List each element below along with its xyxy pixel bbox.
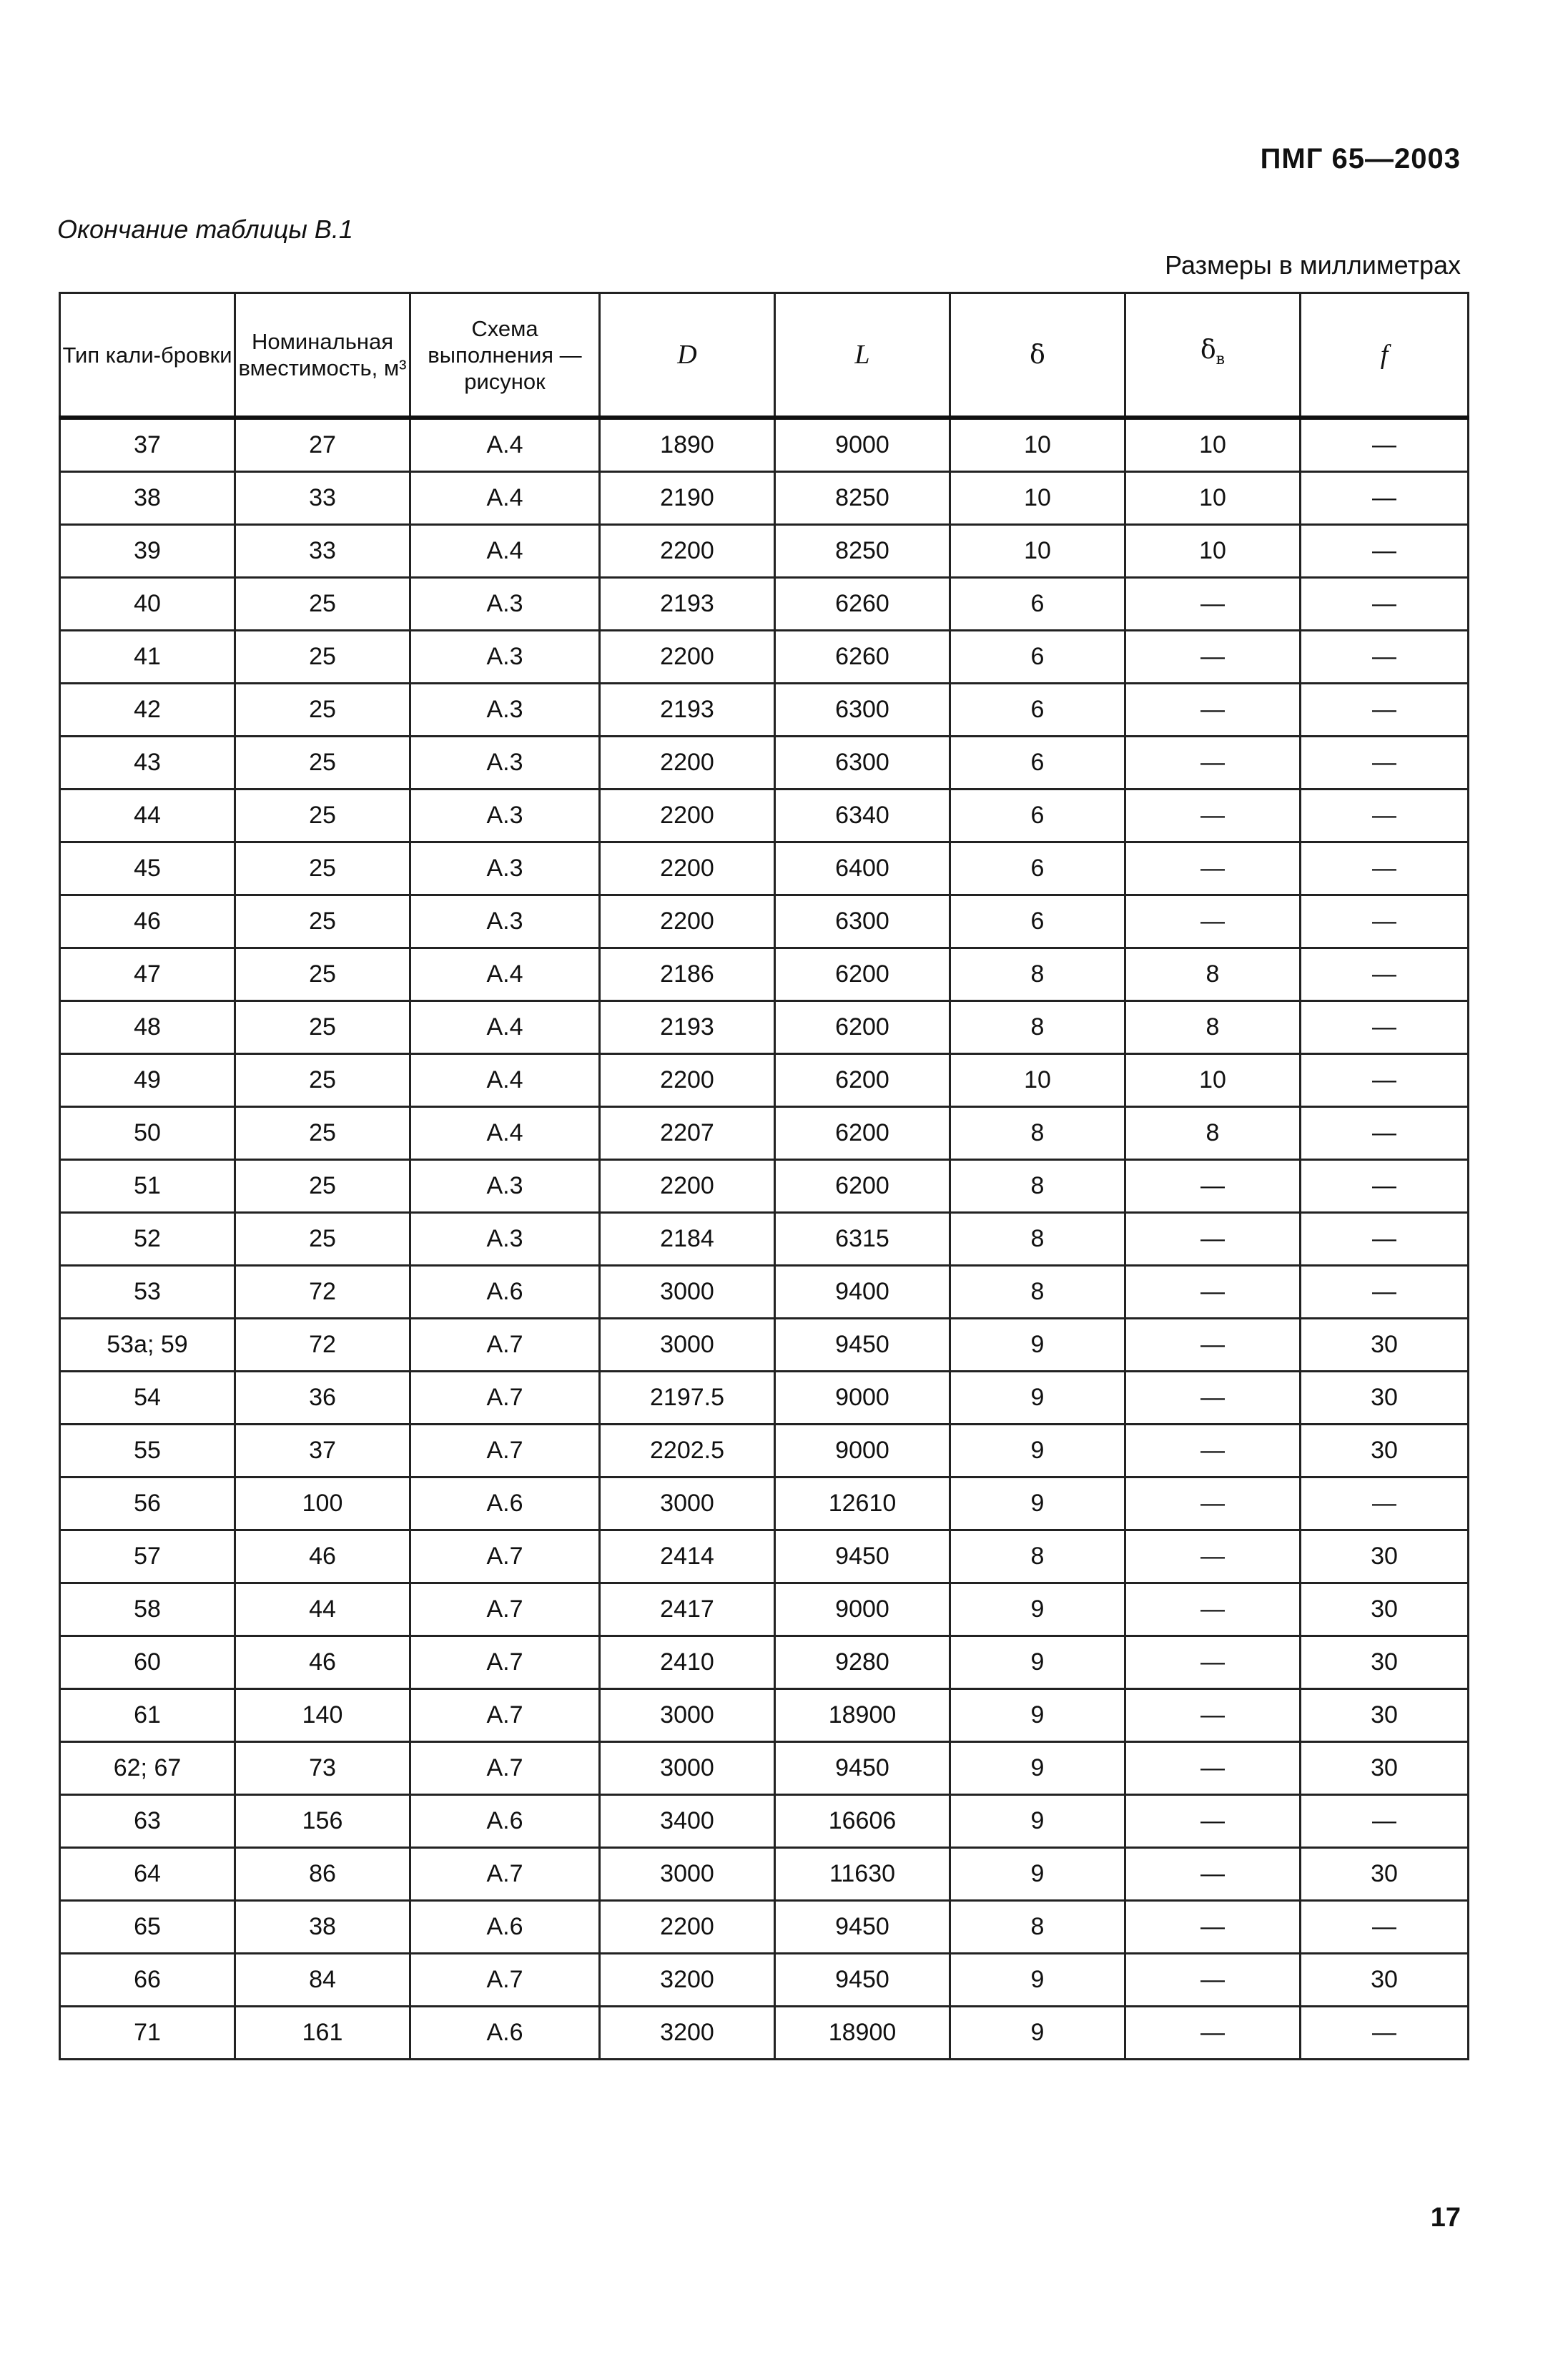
table-cell: 12610 bbox=[775, 1477, 950, 1530]
table-cell: 2202.5 bbox=[600, 1425, 775, 1477]
table-cell: 9450 bbox=[775, 1901, 950, 1954]
table-cell: — bbox=[1125, 1795, 1301, 1848]
table-cell: — bbox=[1301, 1266, 1469, 1319]
table-cell: 25 bbox=[235, 578, 410, 631]
table-cell: 37 bbox=[235, 1425, 410, 1477]
table-cell: 30 bbox=[1301, 1583, 1469, 1636]
table-cell: — bbox=[1125, 1213, 1301, 1266]
table-cell: 9000 bbox=[775, 1425, 950, 1477]
table-row bbox=[60, 842, 1469, 895]
table-cell: А.7 bbox=[410, 1954, 600, 2007]
table-cell: 2410 bbox=[600, 1636, 775, 1689]
table-cell: 86 bbox=[235, 1848, 410, 1901]
table-row bbox=[60, 895, 1469, 948]
table-cell: 2193 bbox=[600, 1001, 775, 1054]
table-cell: 9 bbox=[950, 1425, 1125, 1477]
table-cell: 3000 bbox=[600, 1266, 775, 1319]
table-cell: 6260 bbox=[775, 631, 950, 684]
table-cell: 25 bbox=[235, 684, 410, 737]
table-cell: 30 bbox=[1301, 1848, 1469, 1901]
table-cell: А.3 bbox=[410, 631, 600, 684]
table-cell: 9 bbox=[950, 2007, 1125, 2060]
table-cell: 46 bbox=[60, 895, 235, 948]
table-cell: 51 bbox=[60, 1160, 235, 1213]
table-cell: 3000 bbox=[600, 1689, 775, 1742]
table-cell: — bbox=[1125, 631, 1301, 684]
table-row bbox=[60, 1425, 1469, 1477]
table-cell: 8 bbox=[950, 948, 1125, 1001]
table-cell: 9 bbox=[950, 1636, 1125, 1689]
header-delta: δ bbox=[950, 293, 1125, 418]
table-cell: — bbox=[1301, 948, 1469, 1001]
table-cell: — bbox=[1301, 842, 1469, 895]
table-cell: — bbox=[1125, 578, 1301, 631]
table-cell: 9 bbox=[950, 1477, 1125, 1530]
table-cell: — bbox=[1125, 737, 1301, 790]
table-cell: — bbox=[1301, 1901, 1469, 1954]
table-cell: 2193 bbox=[600, 684, 775, 737]
table-cell: 8 bbox=[950, 1001, 1125, 1054]
table-cell: 25 bbox=[235, 1001, 410, 1054]
units-note: Размеры в миллиметрах bbox=[1165, 250, 1461, 280]
table-cell: — bbox=[1125, 1954, 1301, 2007]
table-cell: 9 bbox=[950, 1742, 1125, 1795]
table-cell: А.4 bbox=[410, 418, 600, 472]
table-cell: 39 bbox=[60, 525, 235, 578]
table-cell: — bbox=[1301, 1160, 1469, 1213]
table-cell: 41 bbox=[60, 631, 235, 684]
table-cell: 2200 bbox=[600, 895, 775, 948]
table-cell: А.7 bbox=[410, 1848, 600, 1901]
table-cell: 10 bbox=[950, 472, 1125, 525]
table-cell: 2417 bbox=[600, 1583, 775, 1636]
table-cell: 61 bbox=[60, 1689, 235, 1742]
table-cell: — bbox=[1125, 1372, 1301, 1425]
table-row bbox=[60, 1319, 1469, 1372]
table-cell: 10 bbox=[1125, 418, 1301, 472]
table-cell: 30 bbox=[1301, 1425, 1469, 1477]
table-cell: 156 bbox=[235, 1795, 410, 1848]
table-cell: 6 bbox=[950, 895, 1125, 948]
document-code: ПМГ 65—2003 bbox=[1260, 143, 1461, 174]
table-cell: 53 bbox=[60, 1266, 235, 1319]
table-row bbox=[60, 684, 1469, 737]
table-row bbox=[60, 418, 1469, 472]
table-cell: 84 bbox=[235, 1954, 410, 2007]
table-cell: — bbox=[1125, 684, 1301, 737]
table-cell: 2207 bbox=[600, 1107, 775, 1160]
table-row bbox=[60, 1848, 1469, 1901]
table-cell: 6200 bbox=[775, 1054, 950, 1107]
table-cell: 6 bbox=[950, 578, 1125, 631]
table-cell: 140 bbox=[235, 1689, 410, 1742]
table-cell: А.3 bbox=[410, 1213, 600, 1266]
table-row bbox=[60, 525, 1469, 578]
table-cell: 30 bbox=[1301, 1530, 1469, 1583]
table-cell: 2190 bbox=[600, 472, 775, 525]
header-diameter: D bbox=[600, 293, 775, 418]
table-cell: А.3 bbox=[410, 895, 600, 948]
table-cell: 30 bbox=[1301, 1689, 1469, 1742]
table-cell: 9 bbox=[950, 1319, 1125, 1372]
table-cell: 37 bbox=[60, 418, 235, 472]
table-cell: 100 bbox=[235, 1477, 410, 1530]
table-cell: 6200 bbox=[775, 1107, 950, 1160]
table-cell: 48 bbox=[60, 1001, 235, 1054]
table-cell: 2200 bbox=[600, 790, 775, 842]
table-cell: 6 bbox=[950, 684, 1125, 737]
table-row bbox=[60, 1372, 1469, 1425]
table-cell: 66 bbox=[60, 1954, 235, 2007]
table-row bbox=[60, 1477, 1469, 1530]
table-cell: 9 bbox=[950, 1583, 1125, 1636]
table-cell: 6200 bbox=[775, 948, 950, 1001]
table-cell: А.6 bbox=[410, 1795, 600, 1848]
table-cell: 30 bbox=[1301, 1372, 1469, 1425]
table-cell: 27 bbox=[235, 418, 410, 472]
table-cell: 6 bbox=[950, 737, 1125, 790]
table-cell: — bbox=[1301, 2007, 1469, 2060]
table-cell: 6315 bbox=[775, 1213, 950, 1266]
table-cell: — bbox=[1125, 1319, 1301, 1372]
table-cell: — bbox=[1301, 418, 1469, 472]
table-cell: 38 bbox=[60, 472, 235, 525]
table-cell: — bbox=[1125, 842, 1301, 895]
table-row bbox=[60, 1107, 1469, 1160]
table-cell: 25 bbox=[235, 842, 410, 895]
table-cell: 3200 bbox=[600, 2007, 775, 2060]
table-cell: 33 bbox=[235, 472, 410, 525]
table-cell: 6300 bbox=[775, 684, 950, 737]
table-cell: — bbox=[1301, 631, 1469, 684]
table-cell: 2197.5 bbox=[600, 1372, 775, 1425]
table-cell: 25 bbox=[235, 631, 410, 684]
table-cell: 47 bbox=[60, 948, 235, 1001]
table-cell: 30 bbox=[1301, 1636, 1469, 1689]
table-cell: 44 bbox=[235, 1583, 410, 1636]
table-cell: — bbox=[1125, 790, 1301, 842]
table-row bbox=[60, 1795, 1469, 1848]
table-cell: 63 bbox=[60, 1795, 235, 1848]
table-cell: 9 bbox=[950, 1954, 1125, 2007]
table-cell: 9450 bbox=[775, 1954, 950, 2007]
table-cell: — bbox=[1125, 2007, 1301, 2060]
table-cell: 50 bbox=[60, 1107, 235, 1160]
table-cell: 72 bbox=[235, 1266, 410, 1319]
table-cell: 25 bbox=[235, 790, 410, 842]
table-row bbox=[60, 737, 1469, 790]
table-cell: 2414 bbox=[600, 1530, 775, 1583]
table-cell: — bbox=[1125, 1742, 1301, 1795]
table-cell: А.7 bbox=[410, 1530, 600, 1583]
table-cell: 65 bbox=[60, 1901, 235, 1954]
table-cell: А.7 bbox=[410, 1689, 600, 1742]
table-cell: 57 bbox=[60, 1530, 235, 1583]
table-row bbox=[60, 1689, 1469, 1742]
table-cell: 10 bbox=[950, 1054, 1125, 1107]
table-row bbox=[60, 1583, 1469, 1636]
table-cell: — bbox=[1301, 1107, 1469, 1160]
table-row bbox=[60, 2007, 1469, 2060]
table-cell: — bbox=[1301, 1795, 1469, 1848]
table-cell: А.3 bbox=[410, 737, 600, 790]
table-row bbox=[60, 1636, 1469, 1689]
table-cell: 2200 bbox=[600, 737, 775, 790]
table-cell: 58 bbox=[60, 1583, 235, 1636]
table-cell: 3000 bbox=[600, 1319, 775, 1372]
table-cell: 30 bbox=[1301, 1742, 1469, 1795]
table-cell: 18900 bbox=[775, 1689, 950, 1742]
table-cell: А.4 bbox=[410, 1054, 600, 1107]
table-cell: 64 bbox=[60, 1848, 235, 1901]
table-cell: 73 bbox=[235, 1742, 410, 1795]
table-cell: 62; 67 bbox=[60, 1742, 235, 1795]
table-cell: 2200 bbox=[600, 1054, 775, 1107]
table-cell: 71 bbox=[60, 2007, 235, 2060]
table-cell: 25 bbox=[235, 1213, 410, 1266]
table-row bbox=[60, 1901, 1469, 1954]
table-cell: 52 bbox=[60, 1213, 235, 1266]
table-cell: 8 bbox=[950, 1901, 1125, 1954]
table-cell: 2200 bbox=[600, 1901, 775, 1954]
table-cell: — bbox=[1301, 790, 1469, 842]
table-cell: А.3 bbox=[410, 1160, 600, 1213]
table-cell: 6400 bbox=[775, 842, 950, 895]
table-row bbox=[60, 1160, 1469, 1213]
table-cell: А.4 bbox=[410, 472, 600, 525]
table-cell: 9450 bbox=[775, 1742, 950, 1795]
table-cell: — bbox=[1125, 1583, 1301, 1636]
table-cell: 25 bbox=[235, 948, 410, 1001]
table-body bbox=[60, 418, 1469, 2060]
table-cell: 3000 bbox=[600, 1848, 775, 1901]
table-cell: 6340 bbox=[775, 790, 950, 842]
table-cell: 56 bbox=[60, 1477, 235, 1530]
table-cell: А.6 bbox=[410, 1901, 600, 1954]
table-cell: — bbox=[1301, 1001, 1469, 1054]
table-cell: 2200 bbox=[600, 842, 775, 895]
table-cell: 6300 bbox=[775, 895, 950, 948]
table-cell: 9 bbox=[950, 1848, 1125, 1901]
table-caption: Окончание таблицы В.1 bbox=[57, 215, 353, 244]
table-cell: 25 bbox=[235, 1107, 410, 1160]
table-cell: А.3 bbox=[410, 842, 600, 895]
table-cell: А.3 bbox=[410, 684, 600, 737]
table-row bbox=[60, 1530, 1469, 1583]
table-cell: 8 bbox=[950, 1107, 1125, 1160]
table-cell: — bbox=[1301, 1477, 1469, 1530]
table-cell: 8250 bbox=[775, 525, 950, 578]
table-cell: А.4 bbox=[410, 948, 600, 1001]
table-cell: 18900 bbox=[775, 2007, 950, 2060]
table-cell: 33 bbox=[235, 525, 410, 578]
table-cell: — bbox=[1301, 684, 1469, 737]
table-row bbox=[60, 1954, 1469, 2007]
table-cell: 3400 bbox=[600, 1795, 775, 1848]
table-row bbox=[60, 948, 1469, 1001]
table-cell: 10 bbox=[950, 418, 1125, 472]
table-cell: 72 bbox=[235, 1319, 410, 1372]
table-row bbox=[60, 472, 1469, 525]
table-cell: 25 bbox=[235, 1160, 410, 1213]
table-cell: А.6 bbox=[410, 1477, 600, 1530]
table-cell: А.7 bbox=[410, 1636, 600, 1689]
table-cell: 2184 bbox=[600, 1213, 775, 1266]
header-nominal-capacity: Номинальная вместимость, м³ bbox=[235, 293, 410, 418]
table-cell: 40 bbox=[60, 578, 235, 631]
table-cell: 9450 bbox=[775, 1530, 950, 1583]
table-cell: А.3 bbox=[410, 790, 600, 842]
table-cell: 45 bbox=[60, 842, 235, 895]
table-cell: 11630 bbox=[775, 1848, 950, 1901]
table-cell: 10 bbox=[1125, 1054, 1301, 1107]
table-cell: 2200 bbox=[600, 1160, 775, 1213]
table-cell: — bbox=[1125, 1160, 1301, 1213]
table-cell: 25 bbox=[235, 1054, 410, 1107]
table-row bbox=[60, 1266, 1469, 1319]
table-cell: 8250 bbox=[775, 472, 950, 525]
table-cell: — bbox=[1125, 1266, 1301, 1319]
table-cell: 44 bbox=[60, 790, 235, 842]
header-calibration-type: Тип кали-бровки bbox=[60, 293, 235, 418]
table-cell: 53а; 59 bbox=[60, 1319, 235, 1372]
table-cell: А.6 bbox=[410, 2007, 600, 2060]
table-cell: 8 bbox=[1125, 1001, 1301, 1054]
table-cell: 2200 bbox=[600, 525, 775, 578]
table-cell: 30 bbox=[1301, 1954, 1469, 2007]
table-cell: 55 bbox=[60, 1425, 235, 1477]
table-cell: А.7 bbox=[410, 1372, 600, 1425]
table-cell: 9000 bbox=[775, 418, 950, 472]
table-cell: — bbox=[1125, 1477, 1301, 1530]
table-cell: 9400 bbox=[775, 1266, 950, 1319]
table-cell: 6200 bbox=[775, 1160, 950, 1213]
table-cell: 9000 bbox=[775, 1372, 950, 1425]
table-cell: 8 bbox=[950, 1530, 1125, 1583]
table-cell: — bbox=[1301, 895, 1469, 948]
table-cell: А.7 bbox=[410, 1319, 600, 1372]
table-cell: 8 bbox=[950, 1266, 1125, 1319]
table-cell: А.4 bbox=[410, 1107, 600, 1160]
table-cell: 3000 bbox=[600, 1742, 775, 1795]
table-cell: 3000 bbox=[600, 1477, 775, 1530]
table-cell: 6 bbox=[950, 631, 1125, 684]
table-cell: 36 bbox=[235, 1372, 410, 1425]
table-cell: А.4 bbox=[410, 1001, 600, 1054]
table-row bbox=[60, 1742, 1469, 1795]
table-header-row bbox=[60, 293, 1469, 418]
table-cell: 25 bbox=[235, 737, 410, 790]
table-cell: 1890 bbox=[600, 418, 775, 472]
table-cell: 8 bbox=[950, 1213, 1125, 1266]
table-cell: — bbox=[1125, 1689, 1301, 1742]
table-cell: 6300 bbox=[775, 737, 950, 790]
table-cell: 25 bbox=[235, 895, 410, 948]
table-cell: — bbox=[1301, 578, 1469, 631]
table-cell: 8 bbox=[1125, 1107, 1301, 1160]
table-cell: 46 bbox=[235, 1530, 410, 1583]
table-cell: 2186 bbox=[600, 948, 775, 1001]
table-cell: — bbox=[1301, 525, 1469, 578]
table-cell: 2200 bbox=[600, 631, 775, 684]
table-row bbox=[60, 578, 1469, 631]
table-cell: 9280 bbox=[775, 1636, 950, 1689]
table-cell: 9000 bbox=[775, 1583, 950, 1636]
table-cell: 43 bbox=[60, 737, 235, 790]
table-cell: А.7 bbox=[410, 1583, 600, 1636]
table-cell: — bbox=[1301, 737, 1469, 790]
table-cell: А.3 bbox=[410, 578, 600, 631]
table-cell: 10 bbox=[950, 525, 1125, 578]
table-cell: 6260 bbox=[775, 578, 950, 631]
table-cell: 38 bbox=[235, 1901, 410, 1954]
table-cell: 30 bbox=[1301, 1319, 1469, 1372]
table-row bbox=[60, 1213, 1469, 1266]
table-cell: 9 bbox=[950, 1372, 1125, 1425]
header-f: f bbox=[1301, 293, 1469, 418]
table-cell: 49 bbox=[60, 1054, 235, 1107]
data-table bbox=[59, 292, 1469, 2060]
table-cell: А.7 bbox=[410, 1425, 600, 1477]
table-cell: — bbox=[1125, 1636, 1301, 1689]
table-cell: 16606 bbox=[775, 1795, 950, 1848]
table-cell: 9 bbox=[950, 1795, 1125, 1848]
table-cell: 6 bbox=[950, 842, 1125, 895]
table-cell: 3200 bbox=[600, 1954, 775, 2007]
table-cell: 8 bbox=[1125, 948, 1301, 1001]
table-row bbox=[60, 1054, 1469, 1107]
header-scheme: Схема выполнения — рисунок bbox=[410, 293, 600, 418]
table-cell: — bbox=[1125, 1530, 1301, 1583]
table-cell: А.7 bbox=[410, 1742, 600, 1795]
table-cell: 2193 bbox=[600, 578, 775, 631]
table-cell: — bbox=[1125, 895, 1301, 948]
table-row bbox=[60, 790, 1469, 842]
table-cell: 8 bbox=[950, 1160, 1125, 1213]
table-cell: 161 bbox=[235, 2007, 410, 2060]
header-length: L bbox=[775, 293, 950, 418]
table-cell: 46 bbox=[235, 1636, 410, 1689]
table-cell: 6 bbox=[950, 790, 1125, 842]
table-cell: 9450 bbox=[775, 1319, 950, 1372]
table-cell: А.6 bbox=[410, 1266, 600, 1319]
table-row bbox=[60, 1001, 1469, 1054]
table-cell: А.4 bbox=[410, 525, 600, 578]
table-cell: 10 bbox=[1125, 525, 1301, 578]
table-cell: 9 bbox=[950, 1689, 1125, 1742]
table-cell: 60 bbox=[60, 1636, 235, 1689]
table-cell: — bbox=[1125, 1425, 1301, 1477]
table-cell: 54 bbox=[60, 1372, 235, 1425]
table-row bbox=[60, 631, 1469, 684]
table-cell: 10 bbox=[1125, 472, 1301, 525]
table-cell: — bbox=[1301, 1054, 1469, 1107]
table-cell: 42 bbox=[60, 684, 235, 737]
header-delta-b: $\delta_в$ bbox=[1125, 293, 1301, 418]
table-cell: — bbox=[1125, 1901, 1301, 1954]
table-cell: — bbox=[1301, 472, 1469, 525]
page-number: 17 bbox=[1430, 2203, 1461, 2233]
table-cell: — bbox=[1125, 1848, 1301, 1901]
table-cell: — bbox=[1301, 1213, 1469, 1266]
table-cell: 6200 bbox=[775, 1001, 950, 1054]
